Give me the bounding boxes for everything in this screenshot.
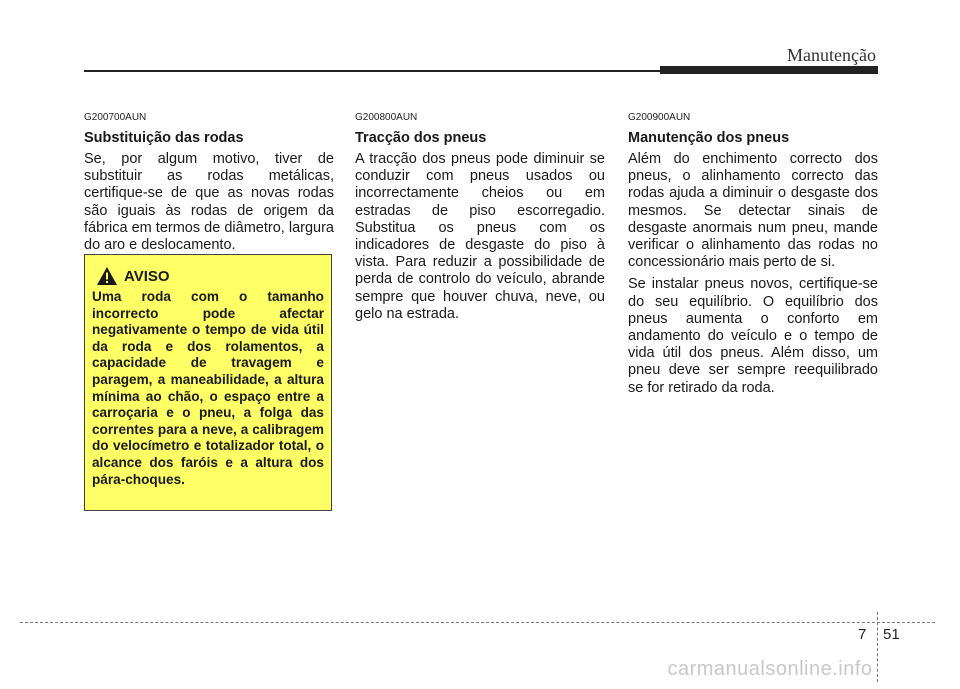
warning-header xyxy=(92,266,324,286)
column-tire-traction xyxy=(355,112,605,328)
warning-triangle-icon xyxy=(96,266,118,286)
watermark-text: carmanualsonline.info xyxy=(667,658,873,680)
section-code: G200800AUN xyxy=(355,112,418,123)
section-paragraph: Se, por algum motivo, tiver de substituir as rodas metálicas, certifique-se de que as novas rodas são iguais às rodas de origem da fábrica em termos de diâmetro, largura do aro e deslocamento. xyxy=(84,151,334,254)
section-heading: Tracção dos pneus xyxy=(355,130,487,146)
section-paragraph: Além do enchimento correcto dos pneus, o alinhamento correcto das rodas ajuda a diminuir o desgaste dos mesmos. Se detectar sinais de desgaste anormais num pneu, mande verificar o alinhamento das rodas no concessionário mais perto de si. xyxy=(628,151,878,271)
section-code: G200700AUN xyxy=(84,112,147,123)
column-wheel-replacement xyxy=(84,112,334,259)
section-heading: Substituição das rodas xyxy=(84,130,244,146)
header-rule-thick xyxy=(660,66,878,74)
page-header-title: Manutenção xyxy=(787,45,876,65)
chapter-number: 7 xyxy=(858,626,867,643)
section-code: G200900AUN xyxy=(628,112,691,123)
section-paragraph: A tracção dos pneus pode diminuir se conduzir com pneus usados ou incorrectamente cheios ou em estradas de piso escorregadio. Substitua os pneus com os indicadores de desgaste do piso à vista. Para reduzir a possibilidade de perda de controlo do veículo, abrande sempre que houver chuva, neve, ou gelo na estrada. xyxy=(355,151,605,322)
footer-divider xyxy=(20,622,935,623)
section-paragraph: Se instalar pneus novos, certifique-se do seu equilíbrio. O equilíbrio dos pneus aumenta o conforto em andamento do veículo e o tempo de vida útil dos pneus. Além disso, um pneu deve ser sempre reequilibrado se for retirado da roda. xyxy=(628,276,878,396)
section-heading: Manutenção dos pneus xyxy=(628,130,790,146)
warning-body: Uma roda com o tamanho incorrecto pode afectar negativamente o tempo de vida útil da roda e dos rolamentos, a capacidade de travagem e paragem, a maneabilidade, a altura mínima ao chão, o espaço entre a carroçaria e o pneu, a folga das correntes para a neve, a calibragem do velocímetro e totalizador total, o alcance dos faróis e a altura dos pára-choques. xyxy=(92,289,324,487)
column-tire-maintenance xyxy=(628,112,878,402)
warning-box xyxy=(84,254,332,511)
page-number: 51 xyxy=(883,626,900,643)
header-rule-thin xyxy=(84,70,664,72)
warning-title: AVISO xyxy=(124,267,170,285)
